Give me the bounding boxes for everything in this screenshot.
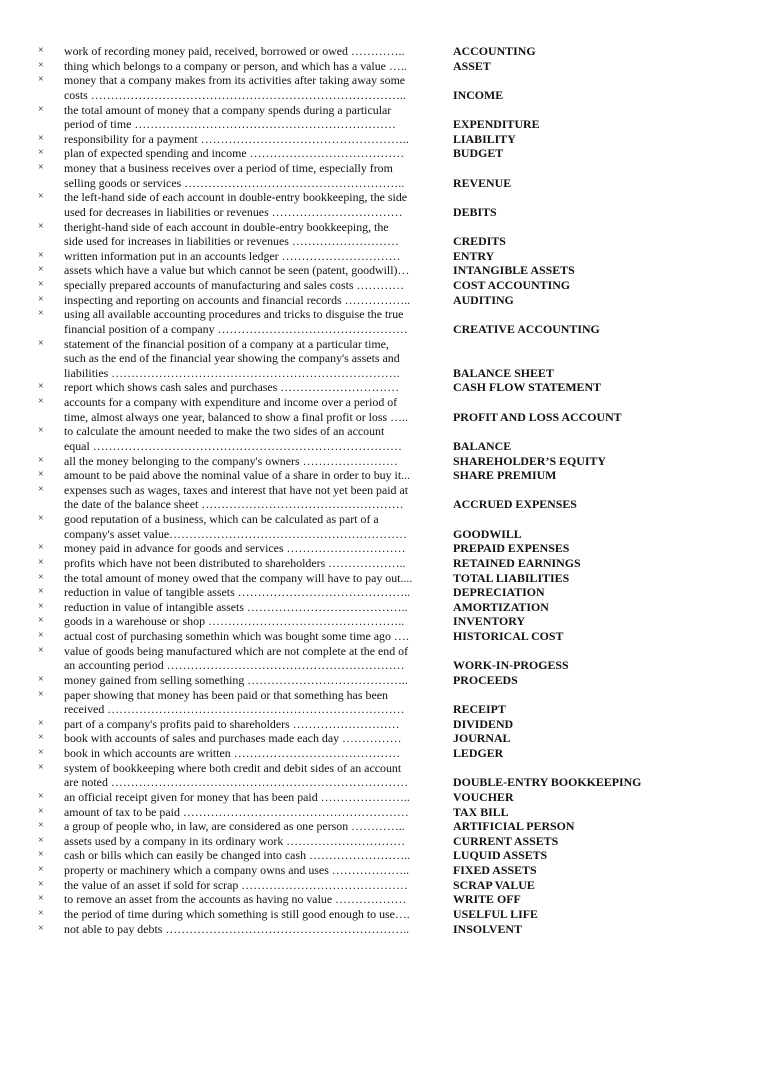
bullet-x-icon: × (38, 922, 44, 934)
entry-definition: amount to be paid above the nominal value of a share in order to buy it... (64, 468, 411, 483)
entry-definition: actual cost of purchasing somethin which was bought some time ago …. (64, 629, 409, 643)
glossary-entry (38, 307, 738, 336)
bullet-x-icon: × (38, 761, 44, 773)
entry-definition: assets which have a value but which cannot be seen (patent, goodwill)… (64, 263, 410, 278)
entry-term: CASH FLOW STATEMENT (453, 380, 601, 395)
glossary-entry (38, 512, 738, 541)
bullet-x-icon: × (38, 279, 44, 290)
entry-term: TOTAL LIABILITIES (453, 570, 570, 585)
glossary-entry (38, 892, 738, 907)
bullet-x-icon: × (38, 615, 44, 627)
entry-definition: system of bookkeeping where both credit and debit sides of an account are noted ………………………………………………………………… (64, 760, 409, 790)
bullet-x-icon: × (38, 381, 44, 393)
bullet-x-icon: × (38, 747, 44, 758)
bullet-x-icon: × (38, 425, 44, 437)
bullet-x-icon: × (38, 162, 44, 173)
glossary-entry (38, 395, 738, 424)
glossary-entry (38, 863, 738, 878)
entry-definition: inspecting and reporting on accounts and financial records …………….. (64, 292, 411, 307)
glossary-entry (38, 483, 738, 512)
entry-definition: money gained from selling something ………………………………….. (64, 672, 408, 687)
entry-definition: good reputation of a business, which can be calculated as part of a company's asset value…………………………………………………… (64, 512, 407, 541)
bullet-x-icon: × (38, 293, 44, 305)
entry-definition: value of goods being manufactured which are not complete at the end of an accounting period …………………………………………………… (64, 643, 409, 673)
entry-definition: an official receipt given for money that has been paid ………………….. (64, 789, 410, 804)
bullet-x-icon: × (38, 513, 44, 524)
entry-term: PROCEEDS (453, 672, 518, 687)
glossary-entry (38, 614, 738, 629)
glossary-entry (38, 541, 738, 556)
bullet-x-icon: × (38, 469, 44, 481)
glossary-entry (38, 790, 738, 805)
bullet-x-icon: × (38, 220, 44, 232)
glossary-entry (38, 220, 738, 249)
bullet-x-icon: × (38, 673, 44, 685)
glossary-entry (38, 44, 738, 59)
bullet-x-icon: × (38, 74, 44, 86)
entry-term: PROFIT AND LOSS ACCOUNT (453, 409, 622, 424)
bullet-x-icon: × (38, 45, 44, 56)
entry-definition: the total amount of money owed that the company will have to pay out.... (64, 570, 413, 585)
entry-term: CREATIVE ACCOUNTING (453, 321, 600, 336)
entry-definition: thing which belongs to a company or person, and which has a value ….. (64, 58, 407, 73)
bullet-x-icon: × (38, 542, 44, 554)
entry-term: AMORTIZATION (453, 599, 549, 614)
bullet-x-icon: × (38, 878, 44, 890)
bullet-x-icon: × (38, 849, 44, 861)
bullet-x-icon: × (38, 893, 44, 905)
glossary-entry (38, 571, 738, 586)
entry-definition: all the money belonging to the company's owners …………………… (64, 453, 398, 468)
entry-term: DIVIDEND (453, 716, 514, 731)
entry-definition: a group of people who, in law, are considered as one person ………….. (64, 819, 405, 834)
entry-term: INCOME (453, 87, 504, 102)
entry-term: GOODWILL (453, 526, 522, 541)
entry-term: RETAINED EARNINGS (453, 555, 581, 570)
bullet-x-icon: × (38, 556, 44, 568)
glossary-entry (38, 468, 738, 483)
bullet-x-icon: × (38, 586, 44, 598)
entry-term: CREDITS (453, 234, 506, 249)
glossary-entry (38, 834, 738, 849)
entry-definition: statement of the financial position of a company at a particular time, such as the end of the financial year showing the company's assets and liabilities ………………………………………………………………. (64, 336, 400, 380)
glossary-entry (38, 688, 738, 717)
entry-term: INSOLVENT (453, 921, 522, 936)
bullet-x-icon: × (38, 600, 44, 612)
entry-definition: plan of expected spending and income ………………………………… (64, 146, 405, 161)
bullet-x-icon: × (38, 717, 44, 729)
entry-definition: to remove an asset from the accounts as having no value ……………… (64, 892, 407, 907)
entry-definition: cash or bills which can easily be changed into cash …………………….. (64, 848, 411, 863)
glossary-entry (38, 878, 738, 893)
entry-term: LUQUID ASSETS (453, 848, 548, 863)
entry-term: TAX BILL (453, 804, 509, 819)
entry-term: INTANGIBLE ASSETS (453, 263, 575, 278)
entry-term: BUDGET (453, 146, 504, 161)
entry-definition: amount of tax to be paid ………………………………………………… (64, 804, 409, 819)
glossary-entry (38, 717, 738, 732)
entry-definition: money that a business receives over a period of time, especially from selling goods or services ……………………………………………….. (64, 161, 405, 190)
glossary-entry (38, 278, 738, 293)
bullet-x-icon: × (38, 249, 44, 261)
entry-term: ARTIFICIAL PERSON (453, 819, 575, 834)
entry-term: SHAREHOLDER’S EQUITY (453, 453, 606, 468)
glossary-entry (38, 746, 738, 761)
bullet-x-icon: × (38, 337, 44, 349)
glossary-entry (38, 293, 738, 308)
entry-term: INVENTORY (453, 614, 526, 629)
bullet-x-icon: × (38, 805, 44, 817)
glossary-entry (38, 819, 738, 834)
entry-term: HISTORICAL COST (453, 629, 564, 643)
bullet-x-icon: × (38, 834, 44, 846)
entry-definition: the value of an asset if sold for scrap …………………………………… (64, 877, 408, 892)
entry-definition: money that a company makes from its activities after taking away some costs …………………………………………………………………….. (64, 73, 406, 102)
glossary-entry (38, 629, 738, 644)
glossary-entry (38, 132, 738, 147)
entry-term: SHARE PREMIUM (453, 468, 557, 483)
entry-term: CURRENT ASSETS (453, 833, 559, 848)
entry-definition: the period of time during which something is still good enough to use…. (64, 906, 410, 921)
glossary-entry (38, 907, 738, 922)
glossary-entry (38, 556, 738, 571)
entry-term: BALANCE SHEET (453, 365, 554, 380)
bullet-x-icon: × (38, 191, 44, 203)
entry-definition: part of a company's profits paid to shareholders ……………………… (64, 716, 400, 731)
bullet-x-icon: × (38, 59, 44, 71)
entry-definition: property or machinery which a company owns and uses ……………….. (64, 863, 410, 877)
entry-definition: work of recording money paid, received, borrowed or owed ………….. (64, 44, 405, 58)
glossary-entry (38, 146, 738, 161)
entry-definition: responsibility for a payment …………………………………………….. (64, 131, 409, 146)
entry-definition: the total amount of money that a company spends during a particular period of time ………………………………………………………… (64, 102, 396, 132)
entry-definition: the left-hand side of each account in double-entry bookkeeping, the side used for decreases in liabilities or revenues …………………………… (64, 190, 408, 219)
bullet-x-icon: × (38, 571, 44, 583)
entry-term: ENTRY (453, 248, 495, 263)
glossary-entry (38, 73, 738, 102)
entry-term: BALANCE (453, 438, 512, 453)
entry-term: WORK-IN-PROGESS (453, 658, 569, 673)
entry-term: ACCOUNTING (453, 44, 536, 58)
bullet-x-icon: × (38, 790, 44, 802)
glossary-entry (38, 761, 738, 790)
entry-term: FIXED ASSETS (453, 863, 537, 877)
bullet-x-icon: × (38, 454, 44, 466)
entry-term: DEPRECIATION (453, 585, 545, 600)
entry-definition: using all available accounting procedures and tricks to disguise the true financial position of a company ………………………………………… (64, 307, 408, 336)
bullet-x-icon: × (38, 732, 44, 744)
entry-term: REVENUE (453, 175, 512, 190)
entry-term: RECEIPT (453, 702, 506, 717)
entry-definition: specially prepared accounts of manufacturing and sales costs ………… (64, 278, 405, 292)
entry-definition: assets used by a company in its ordinary work ………………………… (64, 833, 406, 848)
entry-definition: expenses such as wages, taxes and interest that have not yet been paid at the date of the balance sheet …………………………………………… (64, 482, 409, 512)
entry-definition: money paid in advance for goods and services ………………………… (64, 541, 406, 556)
glossary-entry (38, 673, 738, 688)
glossary-entry (38, 805, 738, 820)
bullet-x-icon: × (38, 644, 44, 656)
glossary-entry (38, 249, 738, 264)
entry-term: AUDITING (453, 292, 514, 307)
glossary-list (38, 44, 738, 936)
bullet-x-icon: × (38, 483, 44, 495)
entry-term: DEBITS (453, 204, 497, 219)
entry-term: COST ACCOUNTING (453, 278, 571, 292)
bullet-x-icon: × (38, 688, 44, 700)
entry-term: JOURNAL (453, 731, 511, 746)
entry-term: LEDGER (453, 746, 504, 760)
bullet-x-icon: × (38, 308, 44, 320)
glossary-entry (38, 263, 738, 278)
glossary-entry (38, 424, 738, 453)
entry-definition: accounts for a company with expenditure and income over a period of time, almost always one year, balanced to show a final profit or loss ….. (64, 395, 408, 424)
entry-definition: book in which accounts are written …………………………………… (64, 746, 401, 760)
entry-definition: theright-hand side of each account in double-entry bookkeeping, the side used for increases in liabilities or revenues ……………………… (64, 219, 399, 249)
entry-term: ACCRUED EXPENSES (453, 497, 577, 512)
bullet-x-icon: × (38, 132, 44, 144)
entry-definition: book with accounts of sales and purchases made each day …………… (64, 731, 402, 746)
entry-term: SCRAP VALUE (453, 877, 535, 892)
entry-term: PREPAID EXPENSES (453, 541, 570, 556)
entry-definition: paper showing that money has been paid or that something has been received ………………………………………………………………… (64, 687, 405, 717)
bullet-x-icon: × (38, 264, 44, 276)
glossary-entry (38, 190, 738, 219)
glossary-entry (38, 161, 738, 190)
entry-definition: written information put in an accounts ledger ………………………… (64, 248, 401, 263)
entry-definition: to calculate the amount needed to make the two sides of an account equal …………………………………………………………………… (64, 424, 402, 453)
glossary-entry (38, 600, 738, 615)
bullet-x-icon: × (38, 147, 44, 159)
glossary-entry (38, 454, 738, 469)
bullet-x-icon: × (38, 907, 44, 919)
glossary-entry (38, 103, 738, 132)
entry-term: EXPENDITURE (453, 117, 540, 132)
bullet-x-icon: × (38, 396, 44, 407)
entry-term: DOUBLE-ENTRY BOOKKEEPING (453, 775, 642, 790)
entry-term: VOUCHER (453, 789, 514, 804)
bullet-x-icon: × (38, 820, 44, 832)
entry-definition: goods in a warehouse or shop ………………………………………….. (64, 614, 405, 629)
glossary-entry (38, 59, 738, 74)
glossary-entry (38, 922, 738, 937)
entry-definition: profits which have not been distributed to shareholders ……………….. (64, 555, 406, 570)
bullet-x-icon: × (38, 103, 44, 115)
glossary-entry (38, 380, 738, 395)
glossary-entry (38, 731, 738, 746)
entry-definition: report which shows cash sales and purchases ………………………… (64, 380, 400, 395)
entry-term: USELFUL LIFE (453, 906, 538, 921)
glossary-entry (38, 585, 738, 600)
entry-definition: reduction in value of intangible assets ………………………………….. (64, 599, 408, 614)
bullet-x-icon: × (38, 630, 44, 641)
entry-term: LIABILITY (453, 131, 516, 146)
glossary-entry (38, 337, 738, 381)
entry-term: ASSET (453, 58, 491, 73)
glossary-entry (38, 644, 738, 673)
glossary-entry (38, 848, 738, 863)
entry-definition: reduction in value of tangible assets …………………………………….. (64, 585, 411, 600)
entry-term: WRITE OFF (453, 892, 521, 907)
bullet-x-icon: × (38, 864, 44, 875)
entry-definition: not able to pay debts …………………………………………………….. (64, 921, 410, 936)
